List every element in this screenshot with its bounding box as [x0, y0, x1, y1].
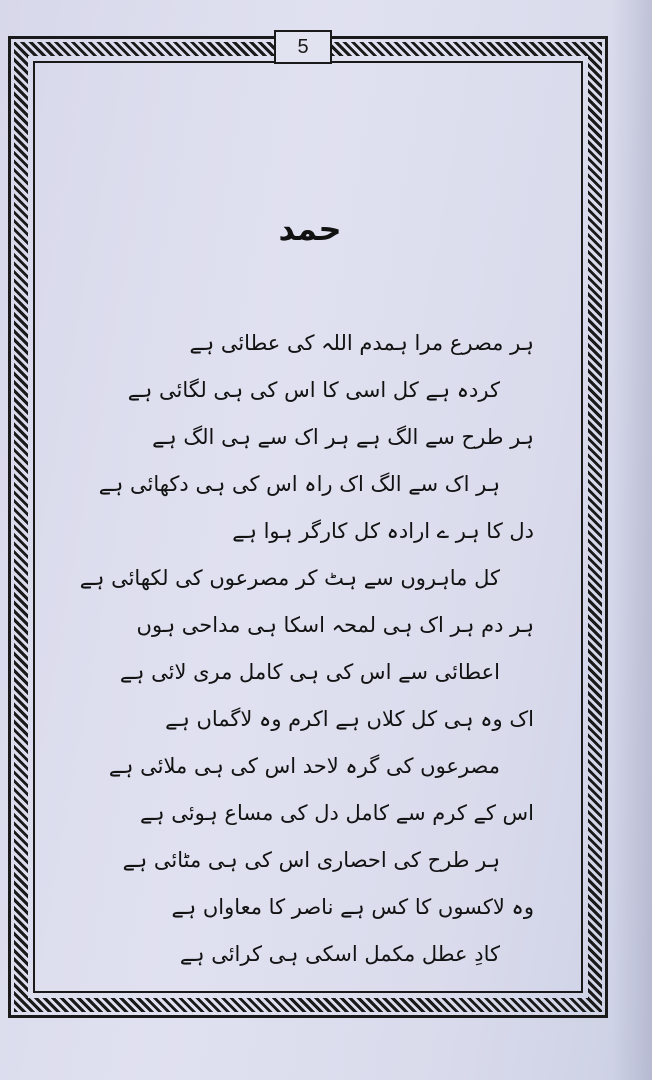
poem-line: ہر اک سے الگ اک راہ اس کی ہی دکھائی ہے: [98, 472, 500, 496]
poem-line: اک وہ ہی کل کلاں ہے اکرم وہ لاگماں ہے: [165, 707, 534, 731]
poem-line: اعطائی سے اس کی ہی کامل مری لائی ہے: [119, 660, 500, 684]
poem-line: ہر طرح سے الگ ہے ہر اک سے ہی الگ ہے: [152, 425, 534, 449]
poem-body: [60, 320, 560, 978]
page-number: 5: [274, 30, 332, 64]
poem-line: ہر مصرع مرا ہمدم اللہ کی عطائی ہے: [189, 331, 534, 355]
poem-line: کل ماہروں سے ہٹ کر مصرعوں کی لکھائی ہے: [79, 566, 500, 590]
poem-line: مصرعوں کی گرہ لاحد اس کی ہی ملائی ہے: [108, 754, 500, 778]
poem-line: ہر طرح کی احصاری اس کی ہی مٹائی ہے: [122, 848, 500, 872]
poem-heading: حمد: [278, 210, 342, 248]
poem-line: ہر دم ہر اک ہی لمحہ اسکا ہی مداحی ہوں: [136, 613, 534, 637]
poem-line: اس کے کرم سے کامل دل کی مساع ہوئی ہے: [139, 801, 534, 825]
poem-line: دل کا ہر ے ارادہ کل کارگر ہوا ہے: [232, 519, 534, 543]
poem-line: کادِ عطل مکمل اسکی ہی کرائی ہے: [179, 942, 500, 966]
page-edge-shadow: [612, 0, 652, 1080]
poem-line: وہ لاکسوں کا کس ہے ناصر کا معاواں ہے: [171, 895, 534, 919]
poem-line: کردہ ہے کل اسی کا اس کی ہی لگائی ہے: [127, 378, 500, 402]
